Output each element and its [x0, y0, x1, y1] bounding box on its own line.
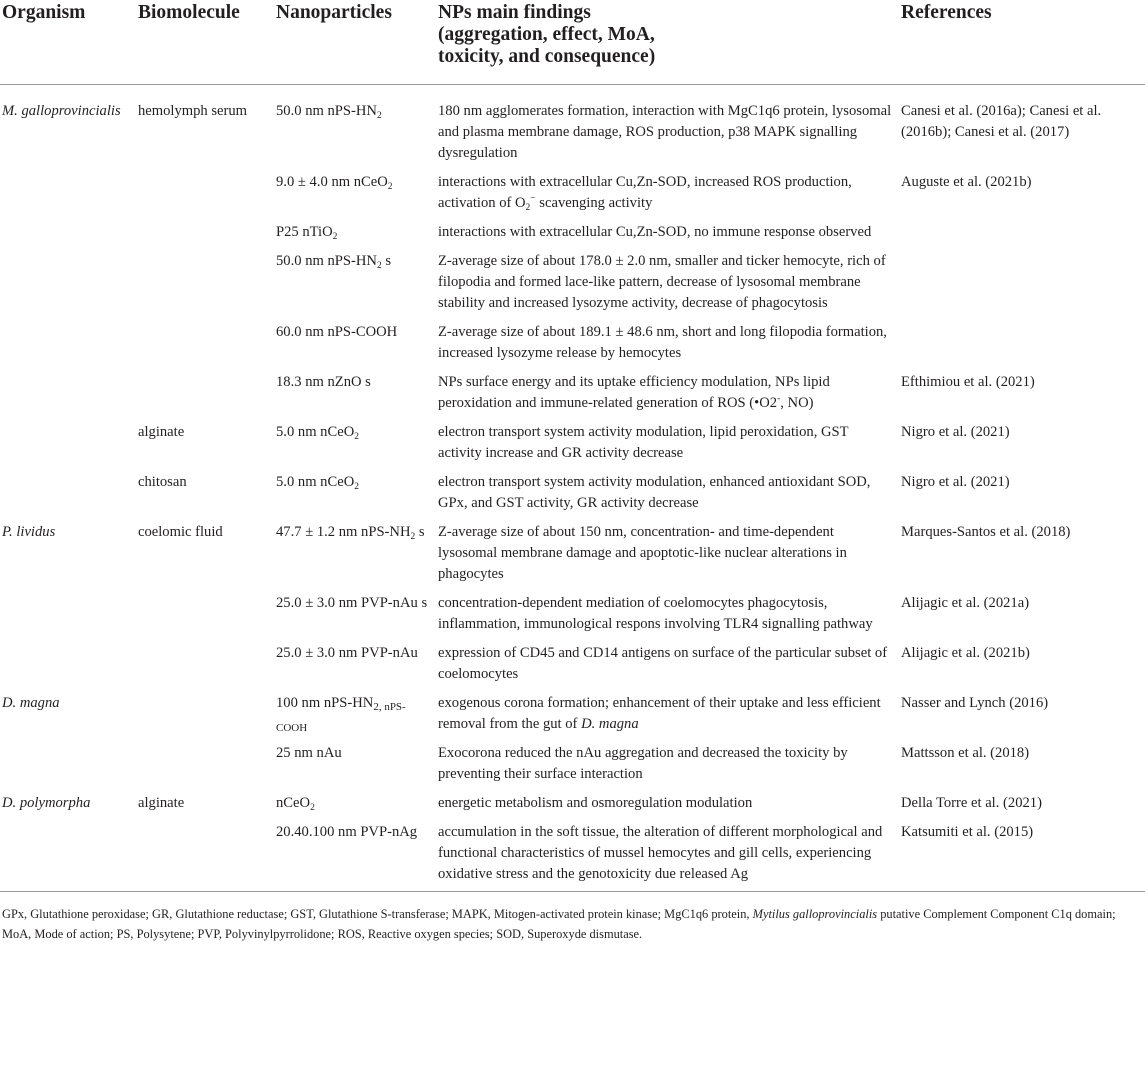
cell-biomolecule: hemolymph serum [138, 103, 248, 119]
np-name: 50.0 nm nPS-HN [276, 253, 377, 269]
cell-biomolecule [138, 822, 276, 892]
cell-organism: D. polymorpha [2, 795, 91, 811]
cell-organism [0, 643, 138, 693]
np-name: 50.0 nm nPS-HN [276, 103, 377, 119]
cell-biomolecule [138, 172, 276, 222]
header-findings-line2: (aggregation, effect, MoA, [438, 24, 655, 45]
cell-findings: Z-average size of about 150 nm, concentration- and time-dependent lysosomal membrane damage and apoptotic-like nuclear alterations in phagocytes [438, 524, 847, 582]
findings-text: exogenous corona formation; enhancement of their uptake and less efficient removal from the gut of [438, 695, 881, 732]
table-row [0, 251, 1145, 322]
findings-text-end: scavenging activity [535, 195, 653, 211]
cell-findings: expression of CD45 and CD14 antigens on surface of the particular subset of coelomocytes [438, 645, 888, 682]
cell-organism [0, 322, 138, 372]
cell-nanoparticles [276, 251, 438, 322]
table-row [0, 593, 1145, 643]
cell-nanoparticles [276, 522, 438, 593]
cell-biomolecule [138, 693, 276, 743]
cell-organism [0, 172, 138, 222]
findings-species: D. magna [581, 716, 639, 732]
footnote-text-end: putative Complement Component C1q domain; MoA, Mode of action; PS, Polysytene; PVP, Polyvinylpyrrolidone; ROS, Reactive oxygen species; SOD, Superoxyde dismutase. [2, 907, 1116, 941]
np-suffix: s [415, 524, 425, 540]
cell-nanoparticles [276, 793, 438, 822]
cell-references: Alijagic et al. (2021a) [901, 595, 1030, 611]
cell-references: Marques-Santos et al. (2018) [901, 524, 1071, 540]
table-row [0, 643, 1145, 693]
footnote-species-name: Mytilus galloprovincialis [752, 907, 878, 921]
cell-biomolecule [138, 593, 276, 643]
cell-references [901, 322, 1145, 372]
table-row [0, 822, 1145, 892]
cell-references: Katsumiti et al. (2015) [901, 822, 1145, 892]
cell-findings: 180 nm agglomerates formation, interaction with MgC1q6 protein, lysosomal and plasma membrane damage, ROS production, p38 MAPK signalling dysregulation [438, 103, 892, 161]
np-subscript: 2 [332, 232, 338, 242]
cell-organism: P. lividus [2, 524, 56, 540]
findings-text: NPs surface energy and its uptake efficiency modulation, NPs lipid peroxidation and immune-related generation of ROS (•O2 [438, 374, 830, 411]
footnote-text-start: GPx, Glutathione peroxidase; GR, Glutathione reductase; GST, Glutathione S-transferase; MAPK, Mitogen-activated protein kinase; MgC1q6 protein, [2, 907, 753, 921]
cell-findings: energetic metabolism and osmoregulation modulation [438, 795, 753, 811]
cell-organism [0, 472, 138, 522]
np-name: nCeO [276, 795, 311, 811]
cell-findings [438, 372, 901, 422]
cell-biomolecule: alginate [138, 424, 185, 440]
cell-organism: M. galloprovincialis [2, 103, 121, 119]
np-name: 20.40.100 nm PVP-nAg [276, 824, 418, 840]
cell-nanoparticles [276, 593, 438, 643]
cell-findings: electron transport system activity modulation, enhanced antioxidant SOD, GPx, and GST activity, GR activity decrease [438, 474, 871, 511]
np-subscript: 2 [387, 182, 393, 192]
cell-organism [0, 222, 138, 251]
table-row [0, 372, 1145, 422]
np-name: 47.7 ± 1.2 nm nPS-NH [276, 524, 411, 540]
cell-biomolecule [138, 372, 276, 422]
cell-references: Canesi et al. (2016a); Canesi et al. (2016b); Canesi et al. (2017) [901, 103, 1102, 140]
cell-biomolecule: chitosan [138, 474, 187, 490]
cell-biomolecule: alginate [138, 795, 185, 811]
np-subscript: 2 [354, 482, 359, 492]
cell-references: Nigro et al. (2021) [901, 424, 1010, 440]
cell-references [901, 222, 1145, 251]
cell-biomolecule [138, 222, 276, 251]
header-findings-line1: NPs main findings [438, 2, 591, 23]
np-name: 18.3 nm nZnO s [276, 374, 371, 390]
cell-nanoparticles [276, 472, 438, 522]
table-row [0, 322, 1145, 372]
cell-organism [0, 743, 138, 793]
header-references: References [901, 0, 1145, 85]
findings-superscript: − [530, 194, 536, 204]
cell-findings: Z-average size of about 178.0 ± 2.0 nm, smaller and ticker hemocyte, rich of filopodia and formed lace-like pattern, decrease of lysosomal membrane stability and increased lysozyme activity, decrease of phagocytosis [438, 253, 886, 311]
cell-nanoparticles [276, 822, 438, 892]
cell-findings: electron transport system activity modulation, lipid peroxidation, GST activity increase and GR activity decrease [438, 424, 849, 461]
table-row [0, 472, 1145, 522]
table-row [0, 522, 1145, 593]
np-name: P25 nTiO [276, 224, 333, 240]
table-row [0, 85, 1145, 173]
np-name: 60.0 nm nPS-COOH [276, 324, 398, 340]
cell-findings [438, 172, 901, 222]
np-name: 100 nm nPS-HN [276, 695, 374, 711]
cell-organism: D. magna [2, 695, 60, 711]
cell-organism [0, 593, 138, 643]
np-subscript: 2, nPS-COOH [276, 701, 406, 734]
table-row [0, 693, 1145, 743]
cell-findings: concentration-dependent mediation of coelomocytes phagocytosis, inflammation, immunological respons involving TLR4 signalling pathway [438, 595, 873, 632]
cell-nanoparticles [276, 372, 438, 422]
cell-biomolecule [138, 643, 276, 693]
np-subscript: 2 [410, 532, 416, 542]
cell-nanoparticles [276, 172, 438, 222]
findings-subscript: 2 [525, 203, 531, 213]
cell-nanoparticles [276, 693, 438, 743]
cell-biomolecule [138, 322, 276, 372]
table-row [0, 172, 1145, 222]
cell-references [901, 251, 1145, 322]
np-name: 25.0 ± 3.0 nm PVP-nAu s [276, 595, 428, 611]
cell-nanoparticles [276, 422, 438, 472]
header-biomolecule: Biomolecule [138, 0, 276, 85]
np-subscript: 2 [376, 261, 382, 271]
header-findings [438, 0, 901, 85]
findings-superscript: - [777, 394, 781, 404]
cell-nanoparticles [276, 85, 438, 173]
np-name: 9.0 ± 4.0 nm nCeO [276, 174, 388, 190]
cell-references: Alijagic et al. (2021b) [901, 645, 1030, 661]
header-findings-line3: toxicity, and consequence) [438, 46, 656, 67]
table-row [0, 222, 1145, 251]
cell-biomolecule [138, 251, 276, 322]
cell-references: Efthimiou et al. (2021) [901, 374, 1035, 390]
cell-nanoparticles [276, 322, 438, 372]
cell-organism [0, 822, 138, 892]
table-body [0, 85, 1145, 892]
np-name: 25.0 ± 3.0 nm PVP-nAu [276, 645, 418, 661]
cell-organism [0, 372, 138, 422]
cell-findings: Exocorona reduced the nAu aggregation and decreased the toxicity by preventing their surface interaction [438, 745, 848, 782]
cell-references: Auguste et al. (2021b) [901, 174, 1032, 190]
table-row [0, 422, 1145, 472]
table-row [0, 793, 1145, 822]
cell-nanoparticles [276, 643, 438, 693]
cell-findings: Z-average size of about 189.1 ± 48.6 nm, short and long filopodia formation, increased lysozyme release by hemocytes [438, 324, 887, 361]
table-row [0, 743, 1145, 793]
cell-findings: accumulation in the soft tissue, the alteration of different morphological and functional characteristics of mussel hemocytes and gill cells, experiencing oxidative stress and the genotoxicity due released Ag [438, 822, 901, 892]
cell-biomolecule [138, 743, 276, 793]
np-subscript: 2 [354, 432, 359, 442]
table-footnote [0, 892, 1145, 944]
header-nanoparticles: Nanoparticles [276, 0, 438, 85]
np-suffix: s [381, 253, 392, 269]
findings-text: interactions with extracellular Cu,Zn-SOD, increased ROS production, activation of O [438, 174, 852, 211]
cell-references: Della Torre et al. (2021) [901, 795, 1042, 811]
cell-findings: interactions with extracellular Cu,Zn-SOD, no immune response observed [438, 224, 872, 240]
cell-references: Nasser and Lynch (2016) [901, 695, 1049, 711]
header-organism: Organism [0, 0, 138, 85]
cell-nanoparticles [276, 743, 438, 793]
np-name: 5.0 nm nCeO [276, 424, 355, 440]
np-subscript: 2 [376, 111, 382, 121]
np-name: 5.0 nm nCeO [276, 474, 355, 490]
cell-biomolecule: coelomic fluid [138, 524, 223, 540]
cell-organism [0, 251, 138, 322]
np-subscript: 2 [310, 803, 315, 813]
cell-organism [0, 422, 138, 472]
cell-nanoparticles [276, 222, 438, 251]
np-name: 25 nm nAu [276, 745, 342, 761]
cell-references: Nigro et al. (2021) [901, 474, 1010, 490]
cell-findings [438, 693, 901, 743]
header-row [0, 0, 1145, 85]
cell-references: Mattsson et al. (2018) [901, 745, 1030, 761]
findings-text-end: , NO) [780, 395, 814, 411]
